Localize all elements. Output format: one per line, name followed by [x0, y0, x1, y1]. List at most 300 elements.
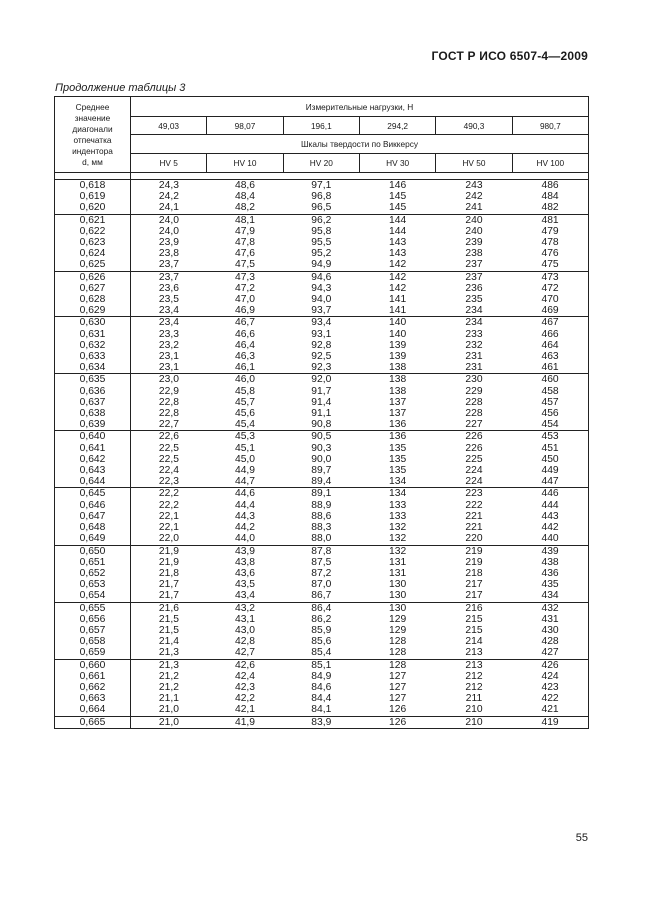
- hardness-cell: [283, 214, 359, 271]
- hardness-cell: [131, 431, 207, 488]
- hardness-value: 88,6: [311, 510, 332, 522]
- hardness-value: 88,0: [311, 533, 332, 545]
- hardness-value: 224: [465, 476, 483, 488]
- hardness-cell: [131, 317, 207, 374]
- hardness-value: 142: [389, 259, 407, 271]
- scale-label: HV 20: [283, 154, 359, 173]
- hardness-value: 478: [541, 237, 559, 249]
- hardness-value: 42,4: [234, 670, 256, 682]
- diagonal-value: 0,655: [79, 602, 106, 614]
- diagonal-value: 0,645: [79, 488, 106, 500]
- hardness-value: 223: [465, 488, 483, 500]
- diagonal-cell: [55, 214, 131, 271]
- hardness-cell: [512, 180, 588, 215]
- hardness-value: 87,8: [311, 545, 332, 557]
- hardness-cell: [359, 545, 435, 602]
- hardness-value: 84,9: [311, 670, 332, 682]
- diagonal-value: 0,662: [79, 681, 106, 693]
- diagonal-cell: [55, 488, 131, 545]
- hardness-cell: [436, 431, 512, 488]
- diagonal-value: 0,622: [79, 225, 106, 237]
- hardness-value: 46,3: [234, 351, 256, 363]
- hardness-value: 228: [465, 396, 483, 408]
- hardness-value: 94,0: [311, 294, 332, 306]
- hardness-value: 43,6: [234, 567, 256, 579]
- hardness-value: 21,2: [158, 681, 179, 693]
- hardness-value: 90,5: [311, 431, 332, 443]
- diagonal-value: 0,637: [79, 396, 106, 408]
- hardness-cell: [359, 602, 435, 659]
- hardness-value: 142: [389, 271, 407, 283]
- hardness-value: 46,9: [234, 305, 256, 317]
- table-row-group: [55, 716, 589, 728]
- table-body: [55, 173, 589, 729]
- diagonal-value: 0,663: [79, 693, 106, 705]
- diagonal-value: 0,665: [79, 716, 106, 728]
- hardness-value: 95,8: [311, 225, 332, 237]
- load-value: 294,2: [359, 117, 435, 135]
- hardness-value: 226: [465, 442, 483, 454]
- hardness-value: 240: [465, 225, 483, 237]
- hardness-value: 95,2: [311, 248, 332, 260]
- hardness-value: 133: [389, 510, 407, 522]
- hardness-cell: [207, 602, 283, 659]
- hardness-value: 143: [389, 248, 407, 260]
- table-row-group: [55, 214, 589, 271]
- hardness-cell: [207, 716, 283, 728]
- diagonal-value: 0,634: [79, 362, 106, 374]
- hardness-cell: [512, 431, 588, 488]
- scale-label: HV 10: [207, 154, 283, 173]
- hardness-value: 434: [541, 590, 559, 602]
- hardness-value: 84,1: [311, 704, 332, 716]
- hardness-value: 43,0: [234, 624, 256, 636]
- hardness-cell: [436, 716, 512, 728]
- hardness-value: 93,1: [311, 328, 332, 340]
- hardness-value: 236: [465, 282, 483, 294]
- hardness-value: 94,6: [311, 271, 332, 283]
- hardness-table: [54, 96, 589, 729]
- hardness-value: 234: [465, 317, 483, 329]
- hardness-value: 43,4: [234, 590, 256, 602]
- hardness-value: 86,4: [311, 602, 332, 614]
- hardness-value: 231: [465, 351, 483, 363]
- hardness-value: 21,6: [158, 602, 179, 614]
- hardness-value: 43,8: [234, 556, 256, 568]
- hardness-value: 85,9: [311, 624, 332, 636]
- hardness-value: 446: [541, 488, 559, 500]
- table-row-group: [55, 374, 589, 431]
- hardness-cell: [512, 545, 588, 602]
- hardness-value: 233: [465, 328, 483, 340]
- load-value: 196,1: [283, 117, 359, 135]
- hardness-value: 127: [389, 681, 407, 693]
- diagonal-value: 0,654: [79, 590, 106, 602]
- diagonal-value: 0,643: [79, 465, 106, 477]
- hardness-value: 221: [465, 522, 483, 534]
- hardness-value: 460: [541, 374, 559, 386]
- hardness-value: 22,4: [158, 465, 179, 477]
- diagonal-value: 0,635: [79, 374, 106, 386]
- hardness-cell: [283, 374, 359, 431]
- hardness-cell: [512, 659, 588, 716]
- hardness-value: 217: [465, 590, 483, 602]
- hardness-value: 454: [541, 419, 559, 431]
- hardness-value: 92,8: [311, 339, 332, 351]
- hardness-value: 21,3: [158, 659, 179, 671]
- hardness-value: 86,2: [311, 613, 332, 625]
- diagonal-value: 0,627: [79, 282, 106, 294]
- spacer-cell: [131, 173, 207, 180]
- hardness-value: 23,7: [158, 259, 179, 271]
- hardness-cell: [131, 180, 207, 215]
- hardness-value: 472: [541, 282, 559, 294]
- hardness-value: 422: [541, 693, 559, 705]
- hardness-value: 456: [541, 408, 559, 420]
- hardness-value: 220: [465, 533, 483, 545]
- hardness-value: 457: [541, 396, 559, 408]
- diagonal-value: 0,646: [79, 499, 106, 511]
- hardness-value: 21,8: [158, 567, 179, 579]
- stub-header: [55, 97, 131, 173]
- hardness-value: 42,8: [234, 636, 256, 648]
- hardness-value: 47,0: [234, 294, 256, 306]
- hardness-value: 132: [389, 533, 407, 545]
- table-row-group: [55, 545, 589, 602]
- hardness-cell: [207, 488, 283, 545]
- scale-row: [55, 154, 589, 173]
- hardness-value: 21,7: [158, 590, 179, 602]
- hardness-cell: [436, 317, 512, 374]
- hardness-cell: [207, 317, 283, 374]
- hardness-value: 23,5: [158, 294, 179, 306]
- hardness-value: 43,2: [234, 602, 256, 614]
- hardness-value: 21,9: [158, 556, 179, 568]
- hardness-cell: [283, 271, 359, 317]
- diagonal-cell: [55, 602, 131, 659]
- hardness-value: 473: [541, 271, 559, 283]
- hardness-value: 240: [465, 214, 483, 226]
- hardness-value: 144: [389, 225, 407, 237]
- hardness-value: 242: [465, 191, 483, 203]
- hardness-value: 217: [465, 579, 483, 591]
- hardness-value: 22,2: [158, 499, 179, 511]
- diagonal-value: 0,647: [79, 510, 106, 522]
- diagonal-value: 0,618: [79, 180, 106, 191]
- diagonal-value: 0,625: [79, 259, 106, 271]
- load-row: [55, 117, 589, 135]
- diagonal-value: 0,623: [79, 237, 106, 249]
- hardness-value: 23,3: [158, 328, 179, 340]
- hardness-value: 23,4: [158, 305, 179, 317]
- diagonal-value: 0,648: [79, 522, 106, 534]
- hardness-value: 237: [465, 271, 483, 283]
- hardness-value: 43,9: [234, 545, 256, 557]
- hardness-value: 241: [465, 202, 483, 214]
- hardness-value: 447: [541, 476, 559, 488]
- diagonal-cell: [55, 317, 131, 374]
- hardness-value: 476: [541, 248, 559, 260]
- scale-label: HV 5: [131, 154, 207, 173]
- hardness-value: 92,0: [311, 374, 332, 386]
- hardness-cell: [131, 214, 207, 271]
- hardness-value: 428: [541, 636, 559, 648]
- hardness-cell: [131, 545, 207, 602]
- hardness-value: 44,4: [234, 499, 256, 511]
- hardness-value: 42,6: [234, 659, 256, 671]
- diagonal-value: 0,653: [79, 579, 106, 591]
- diagonal-value: 0,656: [79, 613, 106, 625]
- hardness-value: 135: [389, 442, 407, 454]
- hardness-value: 222: [465, 499, 483, 511]
- hardness-value: 216: [465, 602, 483, 614]
- hardness-cell: [359, 180, 435, 215]
- diagonal-value: 0,624: [79, 248, 106, 260]
- diagonal-value: 0,640: [79, 431, 106, 443]
- diagonal-value: 0,642: [79, 453, 106, 465]
- hardness-value: 91,4: [311, 396, 332, 408]
- hardness-value: 46,6: [234, 328, 256, 340]
- hardness-value: 22,2: [158, 488, 179, 500]
- hardness-value: 22,1: [158, 510, 179, 522]
- load-value: 49,03: [131, 117, 207, 135]
- hardness-cell: [207, 180, 283, 215]
- hardness-value: 442: [541, 522, 559, 534]
- hardness-value: 48,4: [234, 191, 256, 203]
- hardness-cell: [283, 716, 359, 728]
- hardness-value: 44,6: [234, 488, 256, 500]
- hardness-value: 85,6: [311, 636, 332, 648]
- hardness-value: 479: [541, 225, 559, 237]
- diagonal-value: 0,620: [79, 202, 106, 214]
- hardness-value: 92,5: [311, 351, 332, 363]
- hardness-value: 142: [389, 282, 407, 294]
- hardness-value: 91,7: [311, 385, 332, 397]
- hardness-value: 439: [541, 545, 559, 557]
- hardness-value: 23,1: [158, 362, 179, 374]
- hardness-cell: [359, 431, 435, 488]
- hardness-value: 138: [389, 374, 407, 386]
- hardness-cell: [436, 214, 512, 271]
- hardness-value: 432: [541, 602, 559, 614]
- hardness-value: 22,1: [158, 522, 179, 534]
- spacer-cell: [512, 173, 588, 180]
- hardness-cell: [359, 659, 435, 716]
- hardness-value: 48,2: [234, 202, 256, 214]
- hardness-value: 42,7: [234, 647, 256, 659]
- hardness-value: 47,2: [234, 282, 256, 294]
- hardness-value: 141: [389, 294, 407, 306]
- diagonal-value: 0,658: [79, 636, 106, 648]
- hardness-value: 84,6: [311, 681, 332, 693]
- hardness-value: 140: [389, 317, 407, 329]
- hardness-cell: [359, 488, 435, 545]
- hardness-cell: [359, 271, 435, 317]
- hardness-value: 43,5: [234, 579, 256, 591]
- hardness-value: 133: [389, 499, 407, 511]
- hardness-cell: [359, 317, 435, 374]
- hardness-value: 47,6: [234, 248, 256, 260]
- hardness-value: 210: [465, 704, 483, 716]
- spacer-cell: [436, 173, 512, 180]
- hardness-value: 138: [389, 385, 407, 397]
- hardness-value: 227: [465, 419, 483, 431]
- hardness-value: 46,0: [234, 374, 256, 386]
- hardness-cell: [131, 602, 207, 659]
- hardness-value: 24,1: [158, 202, 179, 214]
- hardness-value: 131: [389, 567, 407, 579]
- hardness-cell: [283, 545, 359, 602]
- hardness-value: 24,2: [158, 191, 179, 203]
- hardness-value: 129: [389, 613, 407, 625]
- hardness-value: 22,9: [158, 385, 179, 397]
- hardness-value: 44,2: [234, 522, 256, 534]
- hardness-value: 96,5: [311, 202, 332, 214]
- hardness-value: 23,8: [158, 248, 179, 260]
- hardness-value: 138: [389, 362, 407, 374]
- hardness-value: 89,7: [311, 465, 332, 477]
- hardness-value: 212: [465, 681, 483, 693]
- hardness-value: 44,0: [234, 533, 256, 545]
- hardness-value: 132: [389, 545, 407, 557]
- hardness-value: 210: [465, 716, 483, 728]
- hardness-value: 475: [541, 259, 559, 271]
- hardness-cell: [207, 545, 283, 602]
- hardness-value: 143: [389, 237, 407, 249]
- hardness-value: 219: [465, 545, 483, 557]
- scale-label: HV 30: [359, 154, 435, 173]
- hardness-value: 93,4: [311, 317, 332, 329]
- hardness-value: 92,3: [311, 362, 332, 374]
- hardness-value: 87,5: [311, 556, 332, 568]
- hardness-value: 21,9: [158, 545, 179, 557]
- table-row-group: [55, 659, 589, 716]
- hardness-value: 45,6: [234, 408, 256, 420]
- hardness-value: 458: [541, 385, 559, 397]
- hardness-value: 230: [465, 374, 483, 386]
- hardness-value: 131: [389, 556, 407, 568]
- table-row-group: [55, 180, 589, 215]
- hardness-value: 470: [541, 294, 559, 306]
- scale-label: HV 100: [512, 154, 588, 173]
- hardness-value: 86,7: [311, 590, 332, 602]
- diagonal-value: 0,652: [79, 567, 106, 579]
- hardness-value: 23,0: [158, 374, 179, 386]
- hardness-value: 96,8: [311, 191, 332, 203]
- hardness-value: 461: [541, 362, 559, 374]
- diagonal-value: 0,631: [79, 328, 106, 340]
- hardness-value: 231: [465, 362, 483, 374]
- hardness-value: 90,0: [311, 453, 332, 465]
- hardness-value: 430: [541, 624, 559, 636]
- hardness-value: 45,8: [234, 385, 256, 397]
- diagonal-value: 0,636: [79, 385, 106, 397]
- hardness-value: 43,1: [234, 613, 256, 625]
- hardness-value: 90,3: [311, 442, 332, 454]
- hardness-cell: [131, 271, 207, 317]
- diagonal-value: 0,628: [79, 294, 106, 306]
- hardness-cell: [436, 271, 512, 317]
- hardness-value: 127: [389, 693, 407, 705]
- hardness-value: 130: [389, 579, 407, 591]
- hardness-value: 424: [541, 670, 559, 682]
- hardness-cell: [283, 317, 359, 374]
- diagonal-value: 0,664: [79, 704, 106, 716]
- hardness-value: 46,7: [234, 317, 256, 329]
- hardness-value: 83,9: [311, 716, 332, 728]
- hardness-value: 45,4: [234, 419, 256, 431]
- hardness-value: 482: [541, 202, 559, 214]
- hardness-value: 215: [465, 624, 483, 636]
- hardness-cell: [436, 602, 512, 659]
- hardness-value: 42,1: [234, 704, 256, 716]
- hardness-value: 444: [541, 499, 559, 511]
- hardness-cell: [283, 431, 359, 488]
- hardness-value: 467: [541, 317, 559, 329]
- hardness-value: 44,3: [234, 510, 256, 522]
- hardness-value: 419: [541, 716, 559, 728]
- hardness-cell: [512, 602, 588, 659]
- hardness-value: 45,7: [234, 396, 256, 408]
- hardness-value: 450: [541, 453, 559, 465]
- diagonal-cell: [55, 545, 131, 602]
- hardness-value: 464: [541, 339, 559, 351]
- hardness-value: 127: [389, 670, 407, 682]
- hardness-value: 212: [465, 670, 483, 682]
- hardness-value: 87,0: [311, 579, 332, 591]
- hardness-value: 234: [465, 305, 483, 317]
- hardness-cell: [207, 431, 283, 488]
- hardness-value: 130: [389, 590, 407, 602]
- hardness-value: 45,1: [234, 442, 256, 454]
- table-row-group: [55, 602, 589, 659]
- hardness-value: 449: [541, 465, 559, 477]
- hardness-value: 47,9: [234, 225, 256, 237]
- hardness-cell: [436, 488, 512, 545]
- hardness-value: 440: [541, 533, 559, 545]
- hardness-value: 139: [389, 339, 407, 351]
- hardness-value: 45,3: [234, 431, 256, 443]
- hardness-value: 84,4: [311, 693, 332, 705]
- hardness-value: 134: [389, 488, 407, 500]
- hardness-value: 232: [465, 339, 483, 351]
- diagonal-cell: [55, 431, 131, 488]
- diagonal-value: 0,639: [79, 419, 106, 431]
- hardness-value: 48,1: [234, 214, 256, 226]
- diagonal-value: 0,629: [79, 305, 106, 317]
- hardness-cell: [359, 214, 435, 271]
- hardness-cell: [131, 659, 207, 716]
- hardness-value: 214: [465, 636, 483, 648]
- hardness-value: 45,0: [234, 453, 256, 465]
- load-title: Измерительные нагрузки, Н: [131, 97, 589, 117]
- hardness-value: 88,9: [311, 499, 332, 511]
- hardness-value: 47,8: [234, 237, 256, 249]
- hardness-value: 96,2: [311, 214, 332, 226]
- hardness-value: 134: [389, 476, 407, 488]
- diagonal-value: 0,659: [79, 647, 106, 659]
- hardness-cell: [436, 659, 512, 716]
- stub-header-line: d, мм: [82, 156, 103, 167]
- hardness-value: 85,4: [311, 647, 332, 659]
- header-spacer-row: [55, 173, 589, 180]
- hardness-value: 135: [389, 453, 407, 465]
- hardness-value: 46,1: [234, 362, 256, 374]
- hardness-cell: [283, 659, 359, 716]
- hardness-value: 443: [541, 510, 559, 522]
- hardness-cell: [512, 488, 588, 545]
- hardness-value: 22,6: [158, 431, 179, 443]
